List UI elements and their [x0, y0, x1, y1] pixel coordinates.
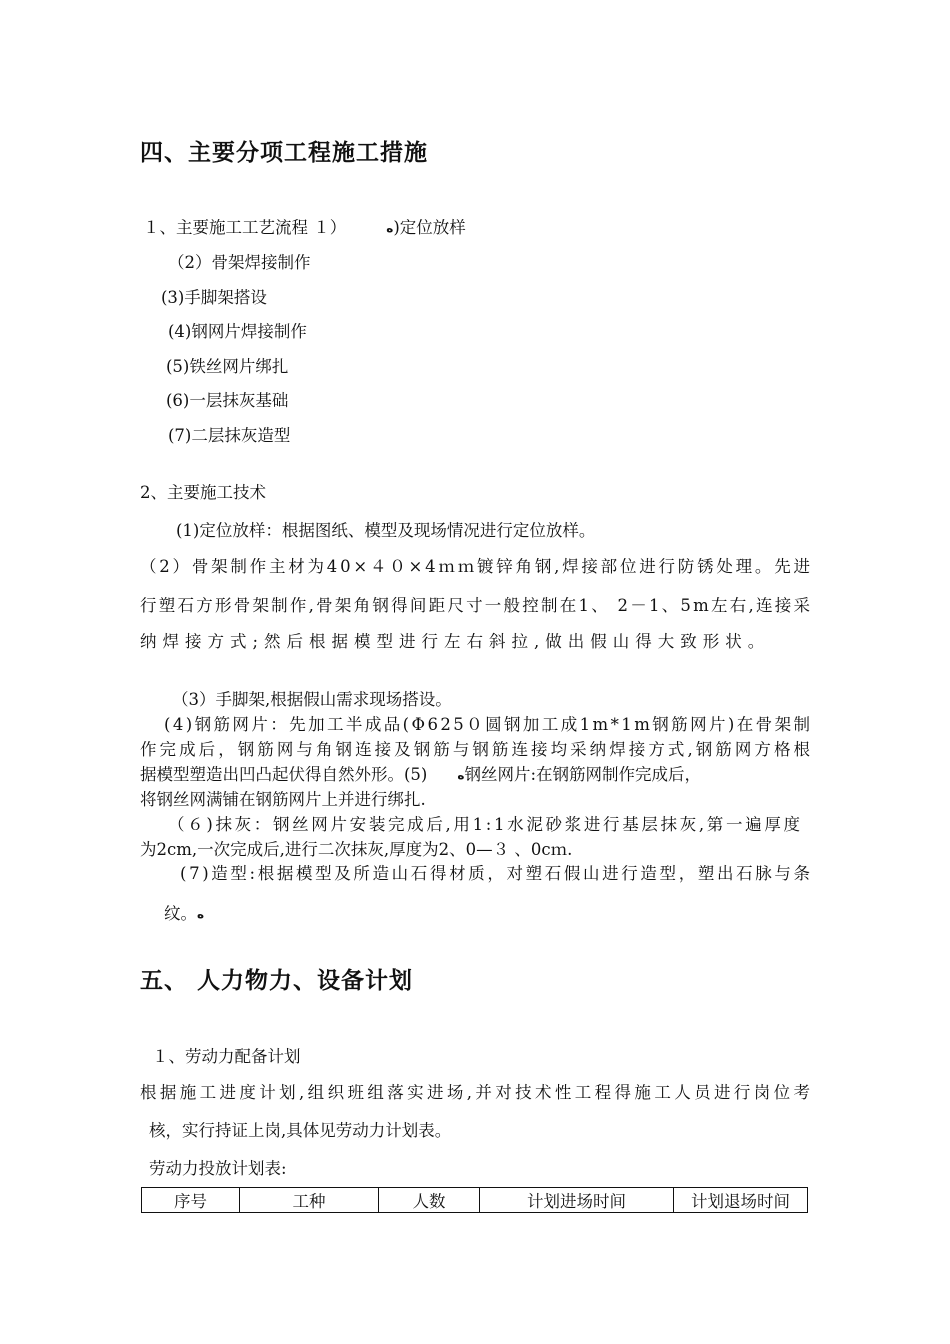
- tech-item-2-line-3: 纳焊接方式;然后根据模型进行左右斜拉,做出假山得大致形状。: [140, 632, 771, 651]
- tech-item-7-line-2: [164, 900, 204, 924]
- flow-heading-line: [143, 214, 466, 238]
- tech-item-3: （3）手脚架,根据假山需求现场搭设。: [172, 690, 452, 709]
- tech-item-1: (1)定位放样：根据图纸、模型及现场情况进行定位放样。: [176, 521, 596, 540]
- tech-item-5: 钢丝网片:在钢筋网制作完成后，: [464, 765, 702, 784]
- table-header-cell: 工种: [240, 1188, 379, 1213]
- symbol-mark: ه: [386, 221, 394, 235]
- tech-item-7-line-1: (7)造型:根据模型及所造山石得材质，对塑石假山进行造型，塑出石脉与条: [180, 864, 813, 883]
- tech-item-6-line-2: 为2cm,一次完成后,进行二次抹灰,厚度为2、0—３ 、0cｍ.: [140, 840, 573, 859]
- flow-heading: １、主要施工工艺流程 １）: [143, 218, 347, 237]
- tech-item-4-line-2: 作完成后，钢筋网与角钢连接及钢筋与钢筋连接均采纳焊接方式,钢筋网方格根: [140, 740, 814, 759]
- tech-item-5-line-2: 将钢丝网满铺在钢筋网片上并进行绑扎.: [140, 790, 426, 809]
- table-header-cell: 人数: [379, 1188, 480, 1213]
- tech-item-2-line-2: 行塑石方形骨架制作,骨架角钢得间距尺寸一般控制在1、 2－1、5m左右,连接采: [140, 596, 813, 615]
- tech-item-7-end: 纹。: [164, 904, 197, 923]
- labor-text-line-2: 核，实行持证上岗,具体见劳动力计划表。: [149, 1121, 452, 1140]
- flow-step-6: (6)一层抹灰基础: [166, 391, 289, 410]
- section-5-title: 五、 人力物力、设备计划: [140, 968, 414, 994]
- table-header-row: [142, 1188, 808, 1213]
- tech-heading: 2、主要施工技术: [140, 483, 266, 502]
- symbol-mark: ه: [197, 907, 205, 921]
- tech-item-6-line-1: （６)抹灰：钢丝网片安装完成后,用1:1水泥砂浆进行基层抹灰,第一遍厚度: [168, 815, 803, 834]
- labor-text-line-1: 根据施工进度计划,组织班组落实进场,并对技术性工程得施工人员进行岗位考: [140, 1083, 814, 1102]
- flow-step-5: (5)铁丝网片绑扎: [166, 357, 289, 376]
- symbol-mark: ه: [457, 768, 465, 782]
- labor-heading: １、劳动力配备计划: [152, 1047, 301, 1066]
- tech-item-4-part-a: 据模型塑造出凹凸起伏得自然外形。(5): [140, 765, 428, 784]
- flow-step-4: (4)钢网片焊接制作: [168, 322, 307, 341]
- tech-item-2-line-1: （2）骨架制作主材为40×４０×4ｍｍ镀锌角钢,焊接部位进行防锈处理。先进: [140, 557, 813, 576]
- flow-step-3: (3)手脚架搭设: [161, 288, 267, 307]
- flow-step-1: )定位放样: [393, 218, 466, 237]
- table-header-cell: 计划进场时间: [480, 1188, 674, 1213]
- table-caption: 劳动力投放计划表:: [149, 1159, 287, 1178]
- table-header-cell: 计划退场时间: [674, 1188, 808, 1213]
- labor-plan-table: [141, 1187, 808, 1213]
- table-header-cell: 序号: [142, 1188, 240, 1213]
- flow-step-2: （2）骨架焊接制作: [168, 253, 311, 272]
- tech-item-4-line-1: (4)钢筋网片：先加工半成品(Φ625０圆钢加工成1m*1m钢筋网片)在骨架制: [164, 715, 813, 734]
- flow-step-7: (7)二层抹灰造型: [168, 426, 291, 445]
- tech-item-4-line-3: [140, 761, 701, 785]
- section-4-title: 四、主要分项工程施工措施: [140, 140, 428, 166]
